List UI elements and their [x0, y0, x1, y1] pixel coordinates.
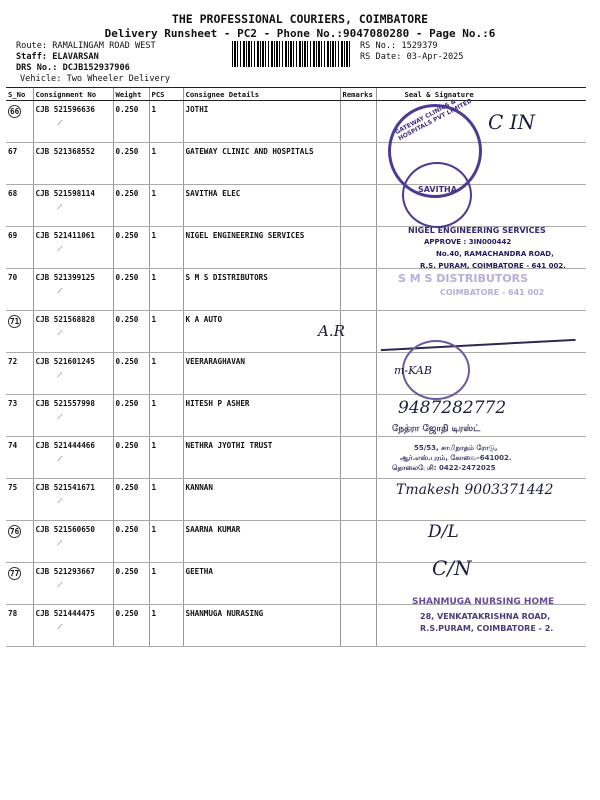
sno-cell: 74: [6, 437, 33, 479]
remarks-cell: [340, 563, 376, 605]
consignee-cell: S M S DISTRIBUTORS: [183, 269, 340, 311]
consignee-cell: SAVITHA ELEC: [183, 185, 340, 227]
pcs-cell: 1: [149, 395, 183, 437]
table-row: [6, 143, 586, 185]
consignment-cell: CJB 521541671: [35, 483, 95, 492]
consignee-cell: GATEWAY CLINIC AND HOSPITALS: [183, 143, 340, 185]
weight-cell: 0.250: [113, 311, 149, 353]
weight-cell: 0.250: [113, 605, 149, 647]
remarks-cell: [340, 395, 376, 437]
consignee-cell: GEETHA: [183, 563, 340, 605]
tick-mark: ⟋: [57, 497, 63, 505]
col-sno: S_No: [6, 88, 33, 101]
pcs-cell: 1: [149, 311, 183, 353]
remarks-cell: [340, 605, 376, 647]
col-seal: Seal & Signature: [376, 88, 586, 101]
weight-cell: 0.250: [113, 227, 149, 269]
signature-76: D/L: [428, 522, 459, 542]
runsheet-table: [6, 87, 586, 647]
table-row: [6, 521, 586, 563]
nigel-stamp-line3: No.40, RAMACHANDRA ROAD,: [436, 250, 554, 258]
vehicle: Vehicle: Two Wheeler Delivery: [20, 74, 171, 84]
col-pcs: PCS: [149, 88, 183, 101]
col-weight: Weight: [113, 88, 149, 101]
route: Route: RAMALINGAM ROAD WEST: [16, 41, 156, 51]
pcs-cell: 1: [149, 563, 183, 605]
savitha-seal-stamp: [402, 162, 472, 228]
tick-mark: ⟋: [57, 203, 63, 211]
pcs-cell: 1: [149, 269, 183, 311]
remark-71: A.R: [318, 322, 345, 340]
col-remarks: Remarks: [340, 88, 376, 101]
pcs-cell: 1: [149, 353, 183, 395]
sno-cell: 77: [10, 569, 20, 578]
remarks-cell: [340, 101, 376, 143]
sno-cell: 71: [10, 317, 20, 326]
sno-cell: 73: [6, 395, 33, 437]
pcs-cell: 1: [149, 185, 183, 227]
barcode-image: [232, 41, 352, 67]
sno-cell: 70: [6, 269, 33, 311]
nigel-stamp-line4: R.S. PURAM, COIMBATORE - 641 002.: [420, 262, 566, 270]
sno-cell: 67: [6, 143, 33, 185]
consignment-cell: CJB 521293667: [35, 567, 95, 576]
remarks-cell: [340, 269, 376, 311]
shanmuga-stamp-line3: R.S.PURAM, COIMBATORE - 2.: [420, 624, 554, 633]
consignment-cell: CJB 521444475: [35, 609, 95, 618]
consignee-cell: JOTHI: [183, 101, 340, 143]
weight-cell: 0.250: [113, 101, 149, 143]
pcs-cell: 1: [149, 437, 183, 479]
consignee-cell: HITESH P ASHER: [183, 395, 340, 437]
runsheet-title: Delivery Runsheet - PC2 - Phone No.:9047080280 - Page No.:6: [104, 27, 496, 40]
signature-66: C IN: [488, 110, 536, 134]
signature-73: 9487282772: [398, 398, 507, 418]
consignment-cell: CJB 521601245: [35, 357, 95, 366]
weight-cell: 0.250: [113, 395, 149, 437]
tick-mark: ⟋: [57, 329, 63, 337]
company-name: THE PROFESSIONAL COURIERS, COIMBATORE: [171, 12, 429, 26]
tick-mark: ⟋: [57, 371, 63, 379]
sno-cell: 68: [6, 185, 33, 227]
pcs-cell: 1: [149, 521, 183, 563]
tick-mark: ⟋: [57, 581, 63, 589]
weight-cell: 0.250: [113, 563, 149, 605]
remarks-cell: [340, 437, 376, 479]
consignment-cell: CJB 521444466: [35, 441, 95, 450]
consignee-cell: KANNAN: [183, 479, 340, 521]
weight-cell: 0.250: [113, 353, 149, 395]
sno-cell: 75: [6, 479, 33, 521]
tick-mark: ⟋: [57, 539, 63, 547]
col-consignment: Consignment No: [33, 88, 113, 101]
table-row: [6, 353, 586, 395]
pcs-cell: 1: [149, 143, 183, 185]
weight-cell: 0.250: [113, 143, 149, 185]
tick-mark: ⟋: [57, 413, 63, 421]
table-row: [6, 185, 586, 227]
signature-75: Tmakesh 9003371442: [396, 482, 554, 498]
pcs-cell: 1: [149, 479, 183, 521]
pcs-cell: 1: [149, 227, 183, 269]
consignment-cell: CJB 521596636: [35, 105, 95, 114]
weight-cell: 0.250: [113, 437, 149, 479]
consignment-cell: CJB 521560650: [35, 525, 95, 534]
tick-mark: ⟋: [57, 287, 63, 295]
consignee-cell: SAARNA KUMAR: [183, 521, 340, 563]
weight-cell: 0.250: [113, 269, 149, 311]
tick-mark: ⟋: [57, 623, 63, 631]
remarks-cell: [340, 311, 376, 353]
pcs-cell: 1: [149, 101, 183, 143]
sms-stamp-city: COIMBATORE - 641 002: [440, 288, 545, 297]
sno-cell: 66: [10, 107, 20, 116]
col-consignee: Consignee Details: [183, 88, 340, 101]
sno-cell: 72: [6, 353, 33, 395]
consignee-cell: VEERARAGHAVAN: [183, 353, 340, 395]
consignee-cell: NIGEL ENGINEERING SERVICES: [183, 227, 340, 269]
nethra-stamp-line2: 55/53, சாமிநாதம் ரோடு,: [414, 444, 498, 452]
rs-number: RS No.: 1529379: [360, 41, 438, 51]
consignment-cell: CJB 521368552: [35, 147, 95, 156]
tick-mark: ⟋: [57, 119, 63, 127]
nethra-stamp-name: நேத்ரா ஜோதி டிரஸ்ட்: [392, 424, 481, 434]
drs-number: DRS No.: DCJB152937906: [16, 63, 130, 73]
consignee-cell: SHANMUGA NURASING: [183, 605, 340, 647]
weight-cell: 0.250: [113, 185, 149, 227]
consignment-cell: CJB 521598114: [35, 189, 95, 198]
shanmuga-stamp-name: SHANMUGA NURSING HOME: [412, 597, 555, 607]
weight-cell: 0.250: [113, 479, 149, 521]
remarks-cell: [340, 521, 376, 563]
remarks-cell: [340, 353, 376, 395]
nethra-stamp-line4: தொலைபேசி: 0422-2472025: [392, 464, 496, 472]
seal-cell: [376, 521, 586, 563]
gateway-seal-text: GATEWAY CLINICS & HOSPITALS PVT LIMITED: [393, 97, 474, 143]
consignee-cell: K A AUTO: [183, 311, 340, 353]
savitha-seal-text: SAVITHA: [418, 185, 457, 194]
sno-cell: 78: [6, 605, 33, 647]
remarks-cell: [340, 479, 376, 521]
signature-77: C/N: [432, 556, 472, 580]
sms-stamp-name: S M S DISTRIBUTORS: [398, 272, 529, 285]
remarks-cell: [340, 185, 376, 227]
staff: Staff: ELAVARSAN: [16, 52, 99, 62]
consignment-cell: CJB 521557998: [35, 399, 95, 408]
table-header-row: [6, 88, 586, 101]
pcs-cell: 1: [149, 605, 183, 647]
consignment-cell: CJB 521568828: [35, 315, 95, 324]
rs-date: RS Date: 03-Apr-2025: [360, 52, 464, 62]
tick-mark: ⟋: [57, 245, 63, 253]
consignee-cell: NETHRA JYOTHI TRUST: [183, 437, 340, 479]
consignment-cell: CJB 521411061: [35, 231, 95, 240]
nigel-stamp-line2: APPROVE : 3IN000442: [424, 238, 512, 246]
nethra-stamp-line3: ஆர்.எஸ்.புரம், கோவை-641002.: [400, 454, 512, 462]
consignment-cell: CJB 521399125: [35, 273, 95, 282]
remarks-cell: [340, 143, 376, 185]
shanmuga-stamp-line2: 28, VENKATAKRISHNA ROAD,: [420, 612, 551, 621]
signature-72: m-KAB: [394, 364, 432, 377]
weight-cell: 0.250: [113, 521, 149, 563]
sno-cell: 69: [6, 227, 33, 269]
sno-cell: 76: [10, 527, 20, 536]
tick-mark: ⟋: [57, 455, 63, 463]
remarks-cell: [340, 227, 376, 269]
nigel-stamp-name: NIGEL ENGINEERING SERVICES: [408, 226, 546, 235]
